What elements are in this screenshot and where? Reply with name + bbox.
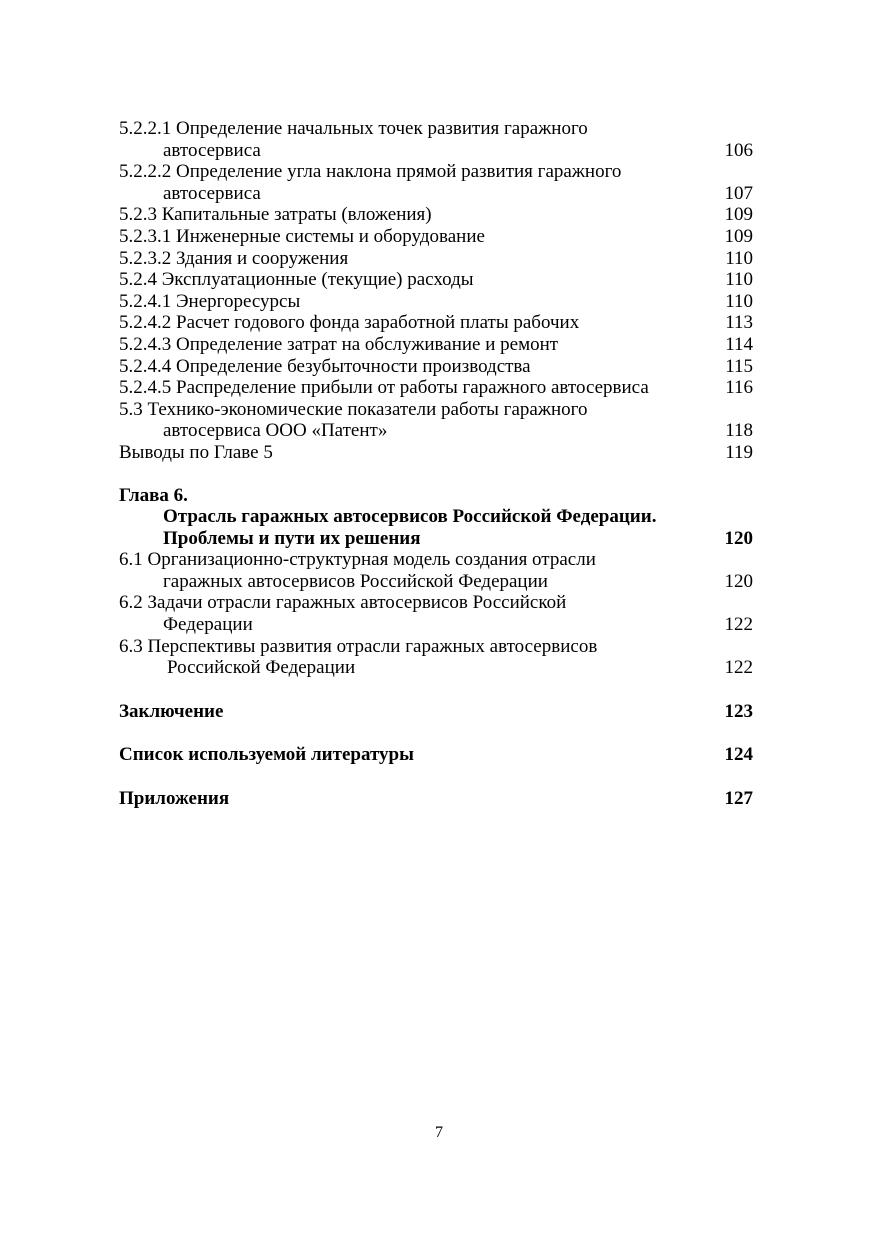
toc-entry-title: 5.2.4.5 Распределение прибыли от работы гаражного автосервиса — [119, 377, 649, 399]
toc-entry-appendices — [119, 788, 759, 810]
chapter-6-entry — [119, 485, 759, 550]
toc-entry-page: 124 — [724, 744, 753, 766]
toc-entry-page: 120 — [724, 527, 753, 549]
toc-entry-title: 5.2.3 Капитальные затраты (вложения) — [119, 204, 432, 226]
toc-entry — [119, 118, 759, 161]
toc-entry-page: 115 — [725, 355, 753, 377]
toc-entry-page: 114 — [725, 333, 753, 355]
toc-entry-page: 122 — [724, 614, 753, 636]
toc-entry-page: 109 — [724, 204, 753, 226]
toc-entry-page: 118 — [725, 420, 753, 442]
chapter-title: Отрасль гаражных автосервисов Российской Федерации. — [163, 506, 657, 528]
toc-entry-title: 5.2.3.1 Инженерные системы и оборудование — [119, 225, 485, 247]
toc-entry — [119, 377, 759, 399]
toc-entry — [119, 312, 759, 334]
toc-entry — [119, 291, 759, 313]
toc-entry — [119, 442, 759, 464]
toc-entry-title: Приложения — [119, 788, 230, 810]
toc-entry-page: 110 — [725, 290, 753, 312]
page-number: 7 — [435, 1124, 443, 1141]
table-of-contents — [119, 118, 759, 810]
toc-entry — [119, 636, 759, 679]
toc-entry-title-continuation: автосервиса — [163, 182, 261, 204]
toc-entry — [119, 204, 759, 226]
chapter-title-continuation: Проблемы и пути их решения — [163, 527, 421, 549]
toc-entry-page: 113 — [725, 312, 753, 334]
toc-entry — [119, 269, 759, 291]
chapter-heading: Глава 6. — [119, 484, 188, 506]
toc-entry-title: 5.2.4.1 Энергоресурсы — [119, 290, 301, 312]
toc-entry-page: 107 — [724, 182, 753, 204]
toc-entry-title: 5.2.4.4 Определение безубыточности производства — [119, 355, 531, 377]
toc-entry-title-continuation: автосервиса — [163, 139, 261, 161]
toc-entry-page: 106 — [724, 139, 753, 161]
toc-entry-title: 6.3 Перспективы развития отрасли гаражных автосервисов — [119, 635, 598, 657]
toc-entry-title: Список используемой литературы — [119, 744, 414, 766]
toc-entry-title-continuation: гаражных автосервисов Российской Федерации — [163, 570, 548, 592]
toc-entry-title: 5.2.2.1 Определение начальных точек развития гаражного — [119, 118, 588, 139]
toc-entry — [119, 399, 759, 442]
toc-entry — [119, 226, 759, 248]
toc-entry-page: 110 — [725, 247, 753, 269]
toc-entry-title-continuation: Российской Федерации — [167, 657, 356, 679]
toc-entry — [119, 334, 759, 356]
toc-entry — [119, 248, 759, 270]
toc-entry-title: 5.2.4.2 Расчет годового фонда заработной платы рабочих — [119, 312, 580, 334]
toc-entry-title: Выводы по Главе 5 — [119, 441, 273, 463]
toc-entry-title: 5.3 Технико-экономические показатели работы гаражного — [119, 398, 588, 420]
toc-entry — [119, 161, 759, 204]
toc-entry-page: 110 — [725, 269, 753, 291]
toc-entry — [119, 356, 759, 378]
toc-entry-conclusion — [119, 701, 759, 723]
toc-entry-title: 6.2 Задачи отрасли гаражных автосервисов Российской — [119, 592, 567, 614]
toc-entry-page: 127 — [724, 788, 753, 810]
toc-entry-title: 5.2.2.2 Определение угла наклона прямой развития гаражного — [119, 161, 622, 183]
toc-entry-page: 116 — [725, 377, 753, 399]
toc-entry — [119, 549, 759, 592]
toc-entry-title: Заключение — [119, 700, 224, 722]
toc-entry-title-continuation: автосервиса ООО «Патент» — [163, 420, 388, 442]
toc-entry-title: 5.2.4 Эксплуатационные (текущие) расходы — [119, 269, 474, 291]
toc-entry-page: 109 — [724, 225, 753, 247]
toc-entry-page: 119 — [725, 441, 753, 463]
toc-entry-references — [119, 744, 759, 766]
toc-entry-title: 6.1 Организационно-структурная модель создания отрасли — [119, 549, 596, 571]
toc-entry-page: 123 — [724, 700, 753, 722]
toc-entry-page: 120 — [724, 570, 753, 592]
toc-entry-title: 5.2.4.3 Определение затрат на обслуживание и ремонт — [119, 333, 559, 355]
toc-entry-title-continuation: Федерации — [163, 614, 253, 636]
toc-entry-title: 5.2.3.2 Здания и сооружения — [119, 247, 349, 269]
toc-entry-page: 122 — [724, 657, 753, 679]
toc-entry — [119, 592, 759, 635]
